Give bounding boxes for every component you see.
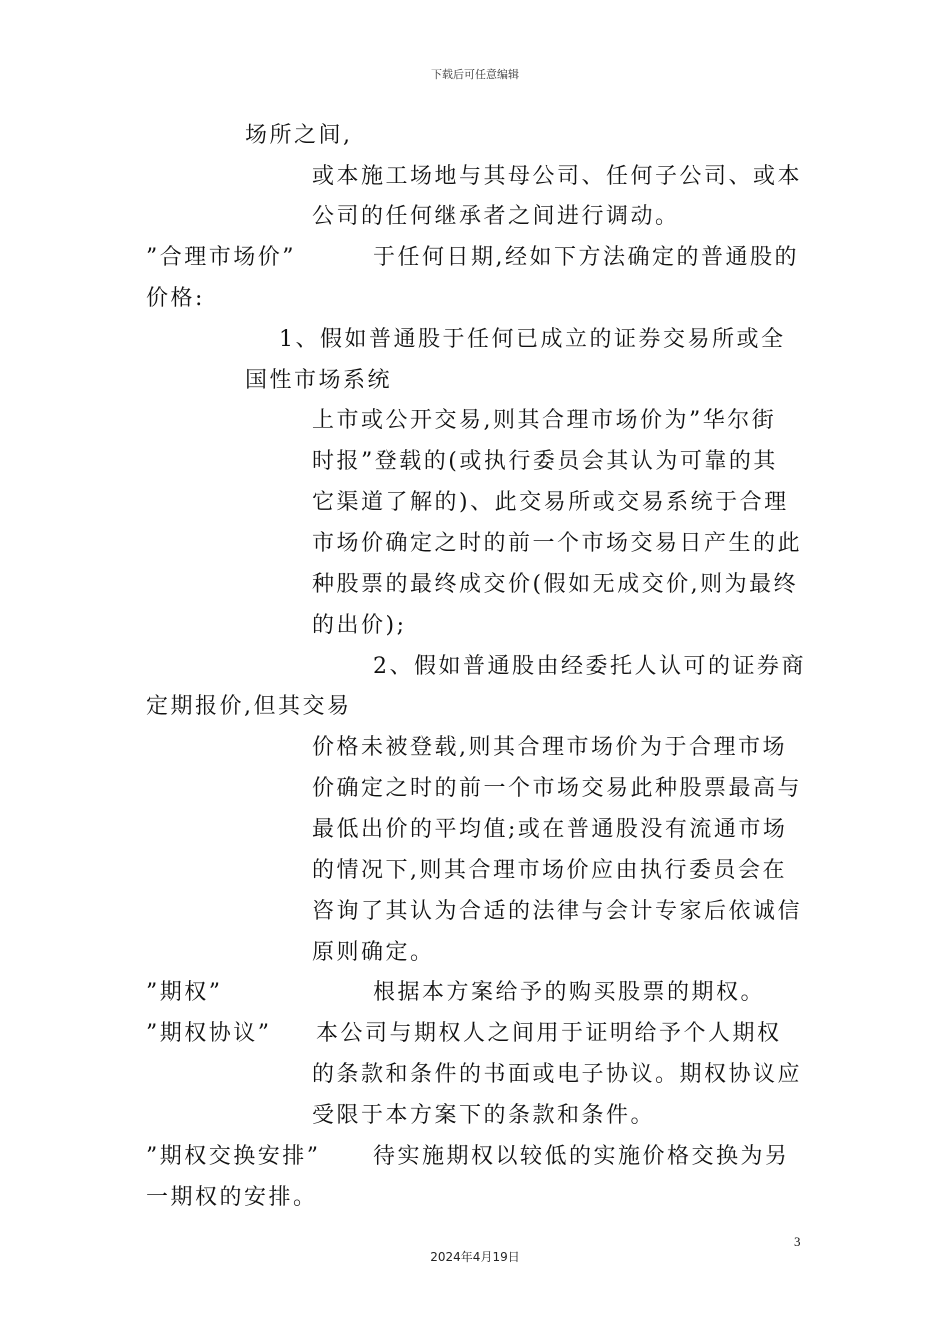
list-item-2: 2、假如普通股由经委托人认可的证券商 <box>373 654 806 679</box>
text-line: 种股票的最终成交价(假如无成交价,则为最终 <box>312 572 799 597</box>
text-line: 它渠道了解的)、此交易所或交易系统于合理 <box>312 490 789 515</box>
text-line: 公司的任何继承者之间进行调动。 <box>312 204 680 229</box>
text-line: 国性市场系统 <box>245 368 393 393</box>
text-line: 原则确定。 <box>312 940 435 965</box>
term-definition: 于任何日期,经如下方法确定的普通股的 <box>373 245 799 270</box>
footer-date: 2024年4月19日 <box>430 1250 520 1264</box>
text-line: 的情况下,则其合理市场价应由执行委员会在 <box>312 858 787 883</box>
term-label: ”合理市场价” <box>146 245 296 270</box>
term-label: ”期权” <box>146 980 223 1005</box>
text-line: 的出价); <box>312 613 407 638</box>
text-line: 价格未被登载,则其合理市场价为于合理市场 <box>312 735 787 760</box>
term-definition: 本公司与期权人之间用于证明给予个人期权 <box>316 1021 782 1046</box>
page-number: 3 <box>794 1234 801 1249</box>
page-header: 下载后可任意编辑 <box>431 68 519 81</box>
text-line: 价确定之时的前一个市场交易此种股票最高与 <box>312 776 803 801</box>
term-definition: 根据本方案给予的购买股票的期权。 <box>373 980 766 1005</box>
text-line: 咨询了其认为合适的法律与会计专家后依诚信 <box>312 899 803 924</box>
text-line: 或本施工场地与其母公司、任何子公司、或本 <box>312 164 803 189</box>
text-line: 市场价确定之时的前一个市场交易日产生的此 <box>312 531 803 556</box>
term-label: ”期权交换安排” <box>146 1144 321 1169</box>
text-line: 最低出价的平均值;或在普通股没有流通市场 <box>312 817 788 842</box>
text-line: 定期报价,但其交易 <box>146 694 352 719</box>
text-line: 时报”登载的(或执行委员会其认为可靠的其 <box>312 449 778 474</box>
text-line: 价格: <box>146 286 205 311</box>
text-line: 场所之间, <box>245 123 353 148</box>
term-definition: 待实施期权以较低的实施价格交换为另 <box>373 1144 790 1169</box>
text-line: 受限于本方案下的条款和条件。 <box>312 1103 656 1128</box>
text-line: 上市或公开交易,则其合理市场价为”华尔街 <box>312 408 777 433</box>
term-label: ”期权协议” <box>146 1021 272 1046</box>
text-line: 的条款和条件的书面或电子协议。期权协议应 <box>312 1062 803 1087</box>
list-item-1: 1、假如普通股于任何已成立的证券交易所或全 <box>279 327 786 352</box>
text-line: 一期权的安排。 <box>146 1185 318 1210</box>
